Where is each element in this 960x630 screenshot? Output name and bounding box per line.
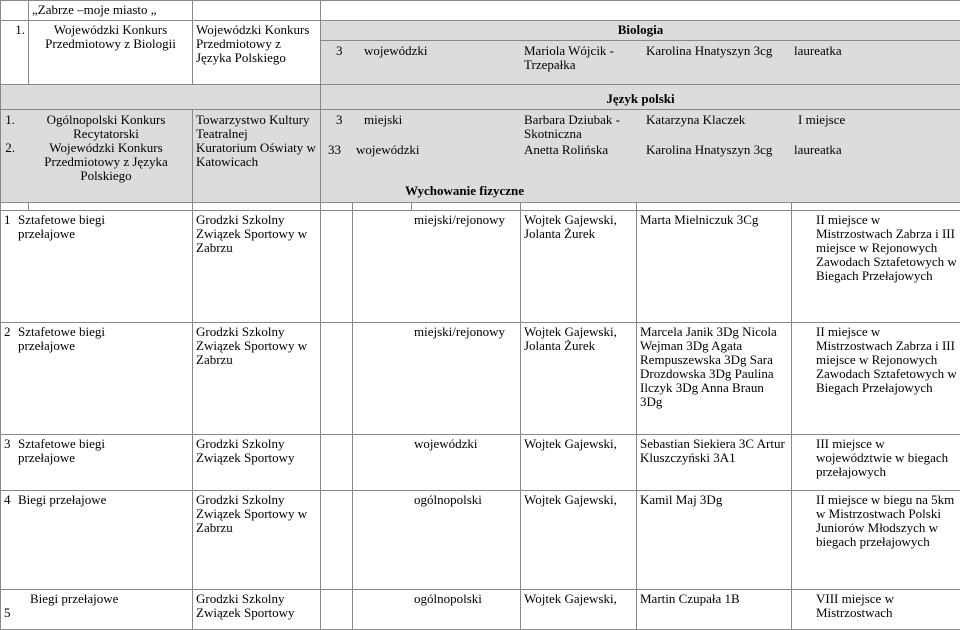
biology-student: Karolina Hnatyszyn 3cg (646, 44, 794, 72)
polish-entries: 3 miejski Barbara Dziubak - Skotniczna Katarzyna Klaczek I miejsce 33 wojewódzki Anetta Rolińska Karolina Hnatyszyn 3cg laureatka Wychowanie fizyczne (321, 110, 960, 203)
polish-organizers: Towarzystwo Kultury Teatralnej Kuratorium Oświaty w Katowicach (193, 110, 321, 203)
section-pe: Wychowanie fizyczne (321, 184, 960, 198)
biology-result: laureatka (794, 44, 842, 72)
biology-organizer: Wojewódzki Konkurs Przedmiotowy z Języka Polskiego (193, 21, 321, 85)
table-row: 1 Sztafetowe biegi przełajowe Grodzki Szkolny Związek Sportowy w Zabrzu miejski/rejonowy Wojtek Gajewski, Jolanta Żurek Marta Mielniczuk 3Cg II miejsce w Mistrzostwach Zabrza i III miejsce w Rejonowych Zawodach Sztafetowych w Biegach Przełajowych (1, 211, 960, 323)
polish-contests: 1. Ogólnopolski Konkurs Recytatorski 2. Wojewódzki Konkurs Przedmiotowy z Języka Polskiego (1, 110, 193, 203)
top-label: „Zabrze –moje miasto „ (29, 1, 193, 21)
biology-teacher: Mariola Wójcik - Trzepałka (524, 44, 646, 72)
table-row: 4 Biegi przełajowe Grodzki Szkolny Związek Sportowy w Zabrzu ogólnopolski Wojtek Gajewski, Kamil Maj 3Dg II miejsce w biegu na 5km w Mistrzostwach Polski Juniorów Młodszych w biegach przełajowych (1, 491, 960, 590)
table-row: 3 Sztafetowe biegi przełajowe Grodzki Szkolny Związek Sportowy wojewódzki Wojtek Gajewski, Sebastian Siekiera 3C Artur Kluszczyński 3A1 III miejsce w województwie w biegach przełajowych (1, 435, 960, 491)
top-num-cell (1, 1, 29, 21)
biology-num: 1. (1, 21, 29, 85)
biology-entry (321, 41, 960, 85)
biology-contest: Wojewódzki Konkurs Przedmiotowy z Biologii (29, 21, 193, 85)
biology-level: wojewódzki (364, 44, 524, 72)
polish-contest-1: Ogólnopolski Konkurs Recytatorski (31, 113, 181, 141)
section-biology: Biologia (321, 21, 960, 41)
section-polish: Język polski (321, 85, 960, 110)
polish-contest-2: Wojewódzki Konkurs Przedmiotowy z Języka Polskiego (31, 141, 181, 183)
biology-count: 3 (324, 44, 364, 72)
table-row: 5Biegi przełajowe Grodzki Szkolny Związek Sportowy ogólnopolski Wojtek Gajewski, Martin Czupała 1B VIII miejsce w Mistrzostwach (1, 590, 960, 630)
table-row: 2 Sztafetowe biegi przełajowe Grodzki Szkolny Związek Sportowy w Zabrzu miejski/rejonowy Wojtek Gajewski, Jolanta Żurek Marcela Janik 3Dg Nicola Wejman 3Dg Agata Rempuszewska 3Dg Sara Drozdowska 3Dg Paulina Ilczyk 3Dg Anna Braun 3Dg II miejsce w Mistrzostwach Zabrza i III miejsce w Rejonowych Zawodach Sztafetowych w Biegach Przełajowych (1, 323, 960, 435)
